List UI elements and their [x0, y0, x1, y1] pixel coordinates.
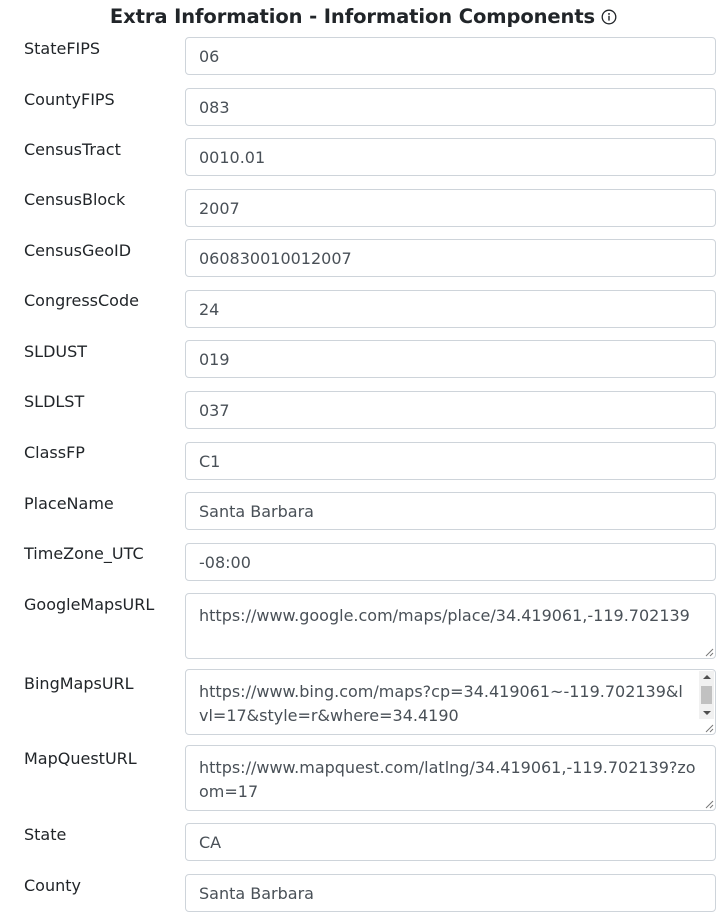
- field-label: StateFIPS: [24, 39, 101, 58]
- textarea-value: https://www.bing.com/maps?cp=34.419061~-119.702139&lvl=17&style=r&where=34.4190: [199, 682, 683, 725]
- field-label: CensusBlock: [24, 190, 126, 209]
- classfp-field[interactable]: C1: [185, 442, 716, 480]
- field-label: County: [24, 876, 81, 895]
- scrollbar[interactable]: [699, 671, 714, 719]
- field-label: CensusGeoID: [24, 241, 132, 260]
- field-label: ClassFP: [24, 443, 85, 462]
- resize-handle-icon[interactable]: [704, 723, 714, 733]
- field-label: GoogleMapsURL: [24, 595, 155, 614]
- field-label: CountyFIPS: [24, 90, 115, 109]
- scroll-up-arrow-icon[interactable]: [703, 675, 711, 679]
- section-header: [0, 0, 727, 32]
- censusblock-field[interactable]: 2007: [185, 189, 716, 227]
- resize-handle-icon[interactable]: [704, 647, 714, 657]
- info-circle-icon[interactable]: [601, 9, 617, 25]
- textarea-value: https://www.mapquest.com/latlng/34.419061,-119.702139?zoom=17: [199, 758, 696, 801]
- field-label: State: [24, 825, 67, 844]
- field-label: TimeZone_UTC: [24, 544, 144, 563]
- sldust-field[interactable]: 019: [185, 340, 716, 378]
- field-label: SLDUST: [24, 342, 88, 361]
- bingmapsurl-textarea[interactable]: [185, 669, 716, 735]
- censustract-field[interactable]: 0010.01: [185, 138, 716, 176]
- scrollbar-thumb[interactable]: [701, 686, 712, 704]
- field-label: PlaceName: [24, 494, 114, 513]
- field-label: MapQuestURL: [24, 749, 137, 768]
- field-label: CongressCode: [24, 291, 139, 310]
- countyfips-field[interactable]: 083: [185, 88, 716, 126]
- mapquesturl-textarea[interactable]: [185, 745, 716, 811]
- statefips-field[interactable]: 06: [185, 37, 716, 75]
- field-label: SLDLST: [24, 392, 85, 411]
- sldlst-field[interactable]: 037: [185, 391, 716, 429]
- censusgeoid-field[interactable]: 060830010012007: [185, 239, 716, 277]
- congresscode-field[interactable]: 24: [185, 290, 716, 328]
- placename-field[interactable]: Santa Barbara: [185, 492, 716, 530]
- googlemapsurl-textarea[interactable]: [185, 593, 716, 659]
- scroll-down-arrow-icon[interactable]: [703, 711, 711, 715]
- county-field[interactable]: Santa Barbara: [185, 874, 716, 912]
- timezone-utc-field[interactable]: -08:00: [185, 543, 716, 581]
- state-field[interactable]: CA: [185, 823, 716, 861]
- section-title: Extra Information - Information Components: [109, 4, 596, 28]
- resize-handle-icon[interactable]: [704, 799, 714, 809]
- field-label: CensusTract: [24, 140, 121, 159]
- field-label: BingMapsURL: [24, 674, 134, 693]
- textarea-value: https://www.google.com/maps/place/34.419061,-119.702139: [199, 606, 690, 625]
